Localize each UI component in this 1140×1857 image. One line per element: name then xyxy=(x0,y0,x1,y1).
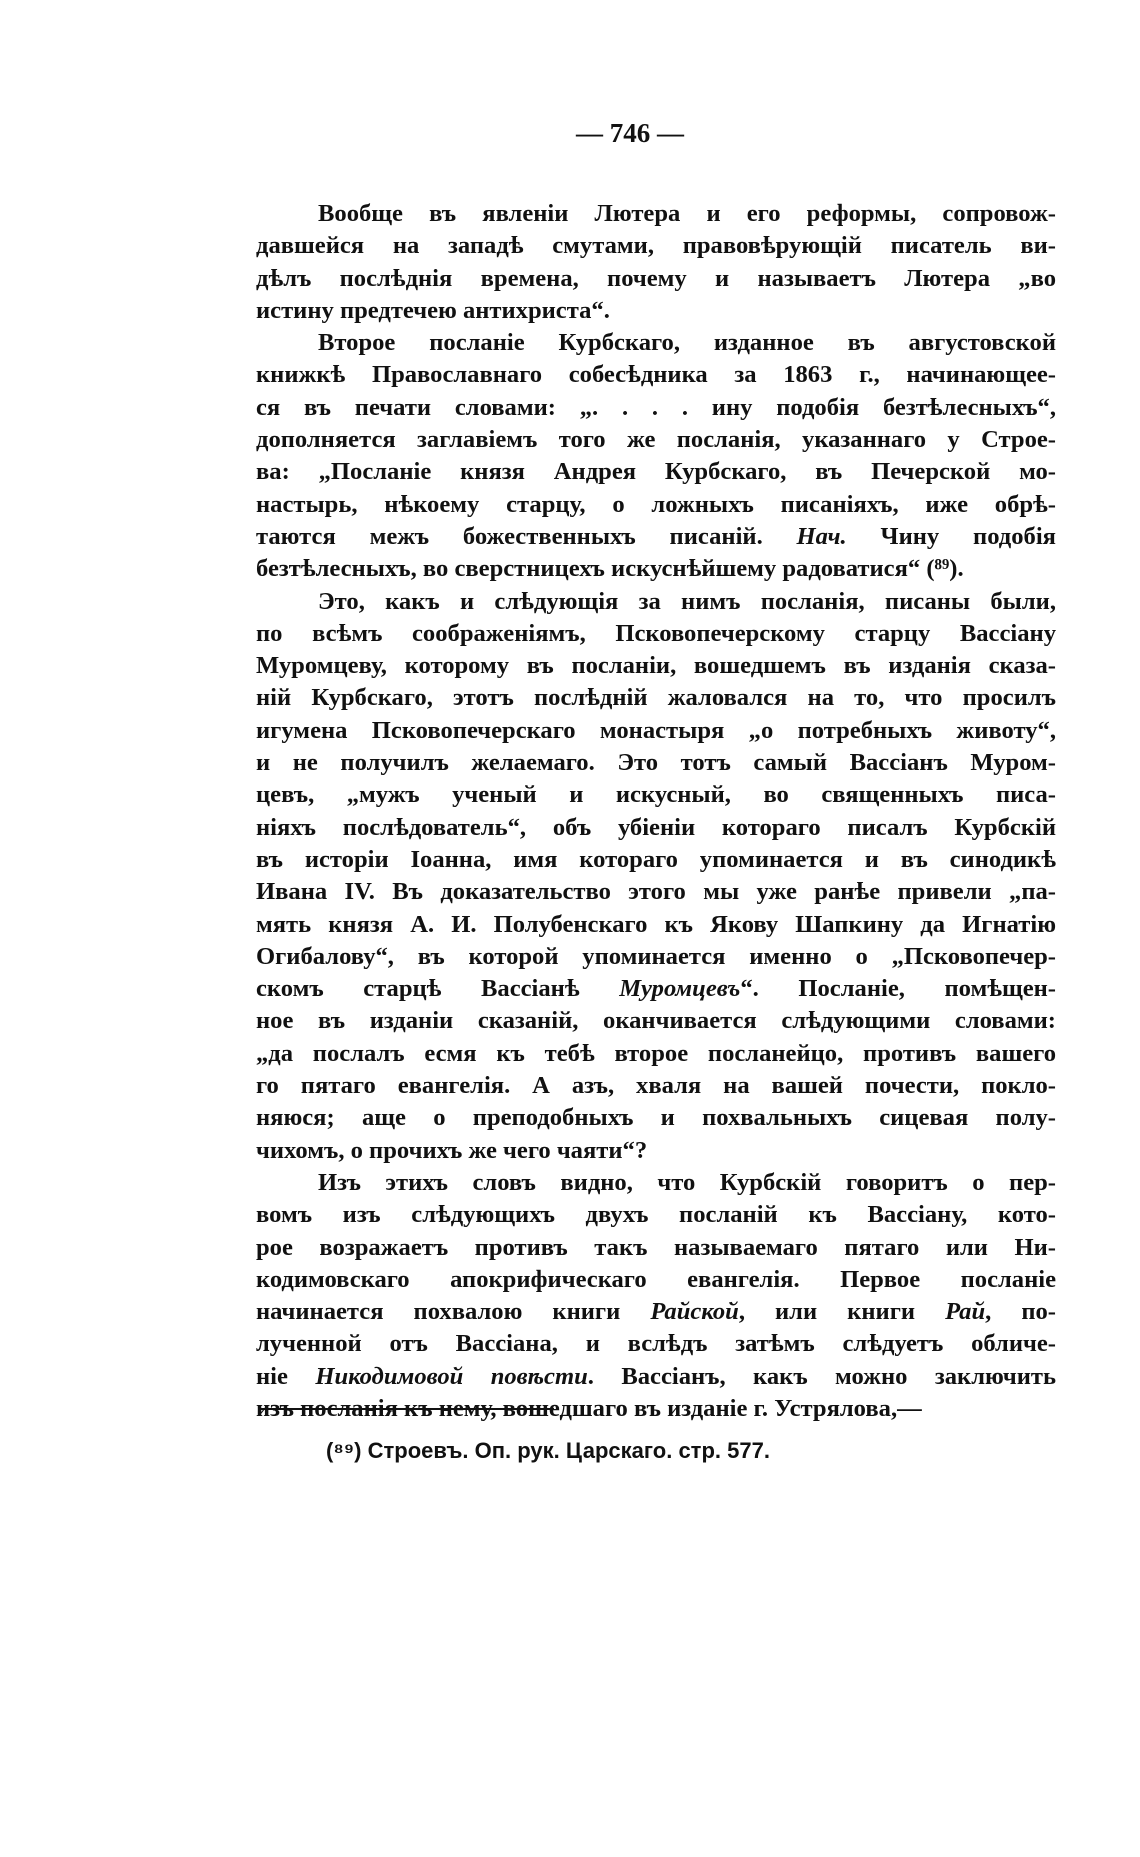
text-fragment: , по- xyxy=(985,1298,1056,1326)
text-fragment: скомъ старцѣ Вассіанѣ xyxy=(256,975,580,1003)
text-fragment: таются межъ божественныхъ писаній. xyxy=(256,522,763,550)
text-line: Огибалову“, въ которой упоминается именно о „Псковопечер- xyxy=(256,942,1056,970)
text-line: Изъ этихъ словъ видно, что Курбскій говоритъ о пер- xyxy=(318,1168,1056,1196)
text-line: лученной отъ Вассіана, и вслѣдъ затѣмъ слѣдуетъ обличе- xyxy=(256,1330,1056,1358)
text-line: въ исторіи Іоанна, имя котораго упоминается и въ синодикѣ xyxy=(256,845,1056,873)
page-number: — 746 — xyxy=(576,118,684,148)
italic-fragment: Рай xyxy=(945,1298,986,1326)
text-line: ное въ изданіи сказаній, оканчивается слѣдующими словами: xyxy=(256,1007,1056,1035)
text-line: кодимовскаго апокрифическаго евангелія. Первое посланіе xyxy=(256,1265,1056,1293)
text-line: дополняется заглавіемъ того же посланія, указаннаго у Строе- xyxy=(256,426,1056,454)
text-line: Второе посланіе Курбскаго, изданное въ августовской xyxy=(318,329,1056,357)
text-fragment: Чину подобія xyxy=(880,522,1056,550)
text-line: Муромцеву, которому въ посланіи, вошедшемъ въ изданія сказа- xyxy=(256,652,1056,680)
text-line: цевъ, „мужъ ученый и искусный, во священныхъ писа- xyxy=(256,781,1056,809)
text-line: Вообще въ явленіи Лютера и его реформы, сопровож- xyxy=(318,200,1056,227)
text-line xyxy=(256,1361,1056,1393)
text-line: ніяхъ послѣдователь“, объ убіеніи котораго писалъ Курбскій xyxy=(256,813,1056,841)
text-line: настырь, нѣкоему старцу, о ложныхъ писаніяхъ, иже обрѣ- xyxy=(256,490,1056,518)
text-fragment: . Вассіанъ, какъ можно заключить xyxy=(587,1362,1056,1390)
text-line: ва: „Посланіе князя Андрея Курбскаго, въ Печерской мо- xyxy=(256,458,1056,486)
text-line: давшейся на западѣ смутами, правовѣрующій писатель ви- xyxy=(256,232,1056,260)
text-line xyxy=(256,521,1056,553)
text-fragment: , или книги xyxy=(738,1298,916,1326)
text-line: няюся; аще о преподобныхъ и похвальныхъ сицевая полу- xyxy=(256,1104,1056,1132)
footnote-divider xyxy=(260,1408,554,1410)
footnote: (⁸⁹) Строевъ. Оп. рук. Царскаго. стр. 577. xyxy=(326,1438,770,1463)
text-fragment: начинается похвалою книги xyxy=(256,1298,621,1326)
text-line: по всѣмъ соображеніямъ, Псковопечерскому старцу Вассіану xyxy=(256,619,1056,647)
text-line: и не получилъ желаемаго. Это тотъ самый Вассіанъ Муром- xyxy=(256,749,1056,777)
text-fragment: “. Посланіе, помѣщен- xyxy=(740,975,1057,1003)
italic-fragment: Райской xyxy=(650,1298,739,1326)
text-line: Это, какъ и слѣдующія за нимъ посланія, писаны были, xyxy=(318,587,1056,615)
italic-fragment: Никодимовой повѣсти xyxy=(315,1362,588,1390)
text-line: игумена Псковопечерскаго монастыря „о потребныхъ животу“, xyxy=(256,716,1056,744)
text-fragment: ніе xyxy=(256,1362,288,1390)
text-line: Ивана IV. Въ доказательство этого мы уже ранѣе привели „па- xyxy=(256,878,1056,906)
text-line: вомъ изъ слѣдующихъ двухъ посланій къ Вассіану, кото- xyxy=(256,1201,1056,1229)
text-line xyxy=(256,1296,1056,1328)
text-line: дѣлъ послѣднія времена, почему и называетъ Лютера „во xyxy=(256,264,1056,292)
text-line: изъ посланія къ нему, вошедшаго въ изданіе г. Устрялова,— xyxy=(256,1394,922,1422)
text-line: безтѣлесныхъ, во сверстницехъ искуснѣйшему радоватися“ (⁸⁹). xyxy=(256,555,964,583)
text-line: истину предтечею антихриста“. xyxy=(256,296,610,324)
italic-fragment: Нач. xyxy=(796,522,847,550)
text-line: ся въ печати словами: „. . . . ину подобія безтѣлесныхъ“, xyxy=(256,393,1056,421)
body-text xyxy=(256,198,1056,1425)
text-line: чихомъ, о прочихъ же чего чаяти“? xyxy=(256,1136,648,1164)
text-line: книжкѣ Православнаго собесѣдника за 1863 г., начинающее- xyxy=(256,361,1056,389)
text-line: „да послалъ есмя къ тебѣ второе посланейцо, противъ вашего xyxy=(256,1039,1056,1067)
text-line: мять князя А. И. Полубенскаго къ Якову Шапкину да Игнатію xyxy=(256,910,1056,938)
text-line: ній Курбскаго, этотъ послѣдній жаловался на то, что просилъ xyxy=(256,684,1056,712)
text-line: го пятаго евангелія. А азъ, хваля на вашей почести, покло- xyxy=(256,1072,1056,1100)
text-line xyxy=(256,973,1056,1005)
text-line: рое возражаетъ противъ такъ называемаго пятаго или Ни- xyxy=(256,1233,1056,1261)
italic-fragment: Муромцевъ xyxy=(619,975,741,1003)
